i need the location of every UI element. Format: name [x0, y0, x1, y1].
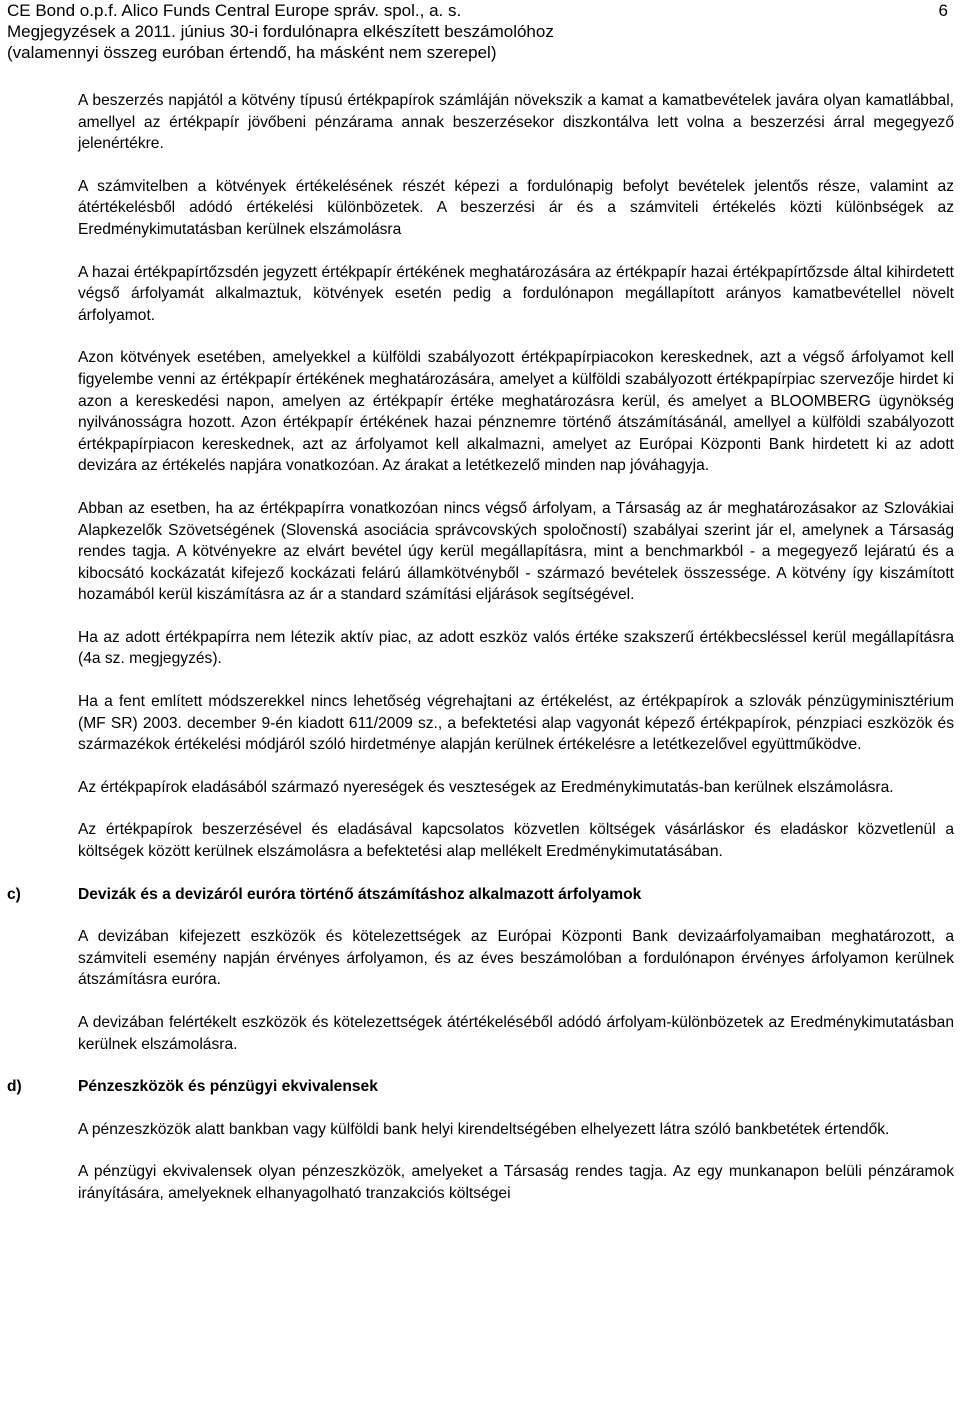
page-number: 6: [938, 1, 948, 20]
paragraph-accrued-interest: A beszerzés napjától a kötvény típusú értékpapírok számláján növekszik a kamat a kamatbevételek javára olyan kamatlábbal, amellyel az értékpapír jövőbeni pénzárama annak beszerzésekor diszkontálva lett volna a beszerzési árral megegyező jelenértékre.: [78, 92, 954, 153]
paragraph-no-active-market: Ha az adott értékpapírra nem létezik aktív piac, az adott eszköz valós értéke szakszerű értékbecsléssel kerül megállapításra (4a sz. megjegyzés).: [78, 628, 954, 668]
paragraph-transaction-costs: Az értékpapírok beszerzésével és eladásával kapcsolatos közvetlen költségek vásárláskor és eladáskor közvetlenül a költségek között kerülnek elszámolásra a befektetési alap mellékelt Eredménykimutatásában.: [78, 821, 954, 861]
paragraph-foreign-currency-translation: A devizában kifejezett eszközök és kötelezettségek az Európai Központi Bank devizaárfolyamaiban meghatározott, a számviteli esemény napján érvényes árfolyamon, és az éves beszámolóban a fordulónapon érvényes árfolyamon kerülnek átszámításra euróra.: [78, 928, 954, 989]
section-heading-d: [7, 1076, 954, 1098]
paragraph-foreign-market-bonds: Azon kötvények esetében, amelyekkel a külföldi szabályozott értékpapírpiacokon kereskednek, azt a végső árfolyamot kell figyelembe venni az értékpapír értékének meghatározására, amelyet a külföldi szabályozott értékpapírpiac szervezője hirdet ki azon a kereskedési napon, amelyen az értékpapír értéke meghatározásra kerül, és amelyet a BLOOMBERG ügynökség nyilvánosságra hozott. Azon értékpapír értékének hazai pénznemre történő átszámításánál, amellyel a külföldi szabályozott értékpapírpiacon kereskednek, azt az árfolyamot kell alkalmazni, amelyet az Európai Központi Bank hirdetett ki az adott devizára az értékelés napjára vonatkozóan. Az árakat a letétkezelő minden nap jóváhagyja.: [78, 349, 954, 475]
section-title-c: Devizák és a devizáról euróra történő átszámításhoz alkalmazott árfolyamok: [78, 885, 642, 903]
paragraph-domestic-exchange-price: A hazai értékpapírtőzsdén jegyzett értékpapír értékének meghatározására az értékpapír hazai értékpapírtőzsde által kihirdetett végső árfolyamát alkalmaztuk, kötvények esetén pedig a fordulónapon megállapított arányos kamatbevétellel növelt árfolyamot.: [78, 263, 954, 324]
section-letter-d: d): [7, 1078, 22, 1096]
paragraph-revaluation-differences: A devizában felértékelt eszközök és kötelezettségek átértékeléséből adódó árfolyam-különbözetek az Eredménykimutatásban kerülnek elszámolásra.: [78, 1014, 954, 1053]
header-fund-name: CE Bond o.p.f. Alico Funds Central Europe správ. spol., a. s.: [7, 1, 462, 20]
paragraph-no-final-price: Abban az esetben, ha az értékpapírra vonatkozóan nincs végső árfolyam, a Társaság az ár meghatározásakor az Szlovákiai Alapkezelők Szövetségének (Slovenská asociácia správcovských spoločností) szabályai szerint jár el, amelynek a Társaság rendes tagja. A kötvényekre az elvárt bevétel úgy kerül megállapításra, mint a benchmarkból - a megegyező lejáratú és a kibocsátó kockázatát kifejező kockázati felárú államkötvényből - származó bevételek összessége. A kötvény így kiszámított hozamából kerül kiszámításra az ár a standard számítási eljárások segítségével.: [78, 499, 954, 604]
section-title-d: Pénzeszközök és pénzügyi ekvivalensek: [78, 1078, 378, 1096]
document-body: [7, 90, 954, 1226]
page-header: [7, 0, 953, 63]
paragraph-cash-definition: A pénzeszközök alatt bankban vagy külföldi bank helyi kirendeltségében elhelyezett látra szóló bankbetétek értendők.: [78, 1120, 890, 1138]
paragraph-ministry-valuation: Ha a fent említett módszerekkel nincs lehetőség végrehajtani az értékelést, az értékpapírok a szlovák pénzügyminisztérium (MF SR) 2003. december 9-én kiadott 611/2009 sz., a befektetési alap vagyonát képező értékpapírok, pénzpiaci eszközök és származékok értékelési módjáról szóló hirdetménye alapján kerülnek értékelésre a letétkezelővel együttműködve.: [78, 693, 954, 754]
section-letter-c: c): [7, 885, 21, 903]
paragraph-cash-equivalents: A pénzügyi ekvivalensek olyan pénzeszközök, amelyeket a Társaság rendes tagja. Az egy munkanapon belüli pénzáramok irányítására, amelyeknek elhanyagolható tranzakciós költségei: [78, 1163, 954, 1202]
section-heading-c: [7, 884, 954, 906]
paragraph-bond-valuation: A számvitelben a kötvények értékelésének részét képezi a fordulónapig befolyt bevételek jelentős része, valamint az átértékelésből adódó értékelési különbözetek. A beszerzési ár és a számviteli értékelés közti különbségek az Eredménykimutatásban kerülnek elszámolásra: [78, 177, 954, 238]
header-currency-note: (valamennyi összeg euróban értendő, ha másként nem szerepel): [7, 43, 497, 62]
header-report-title: Megjegyzések a 2011. június 30-i fordulónapra elkészített beszámolóhoz: [7, 22, 554, 41]
paragraph-sale-gains-losses: Az értékpapírok eladásából származó nyereségek és veszteségek az Eredménykimutatás-ban kerülnek elszámolásra.: [78, 778, 894, 796]
